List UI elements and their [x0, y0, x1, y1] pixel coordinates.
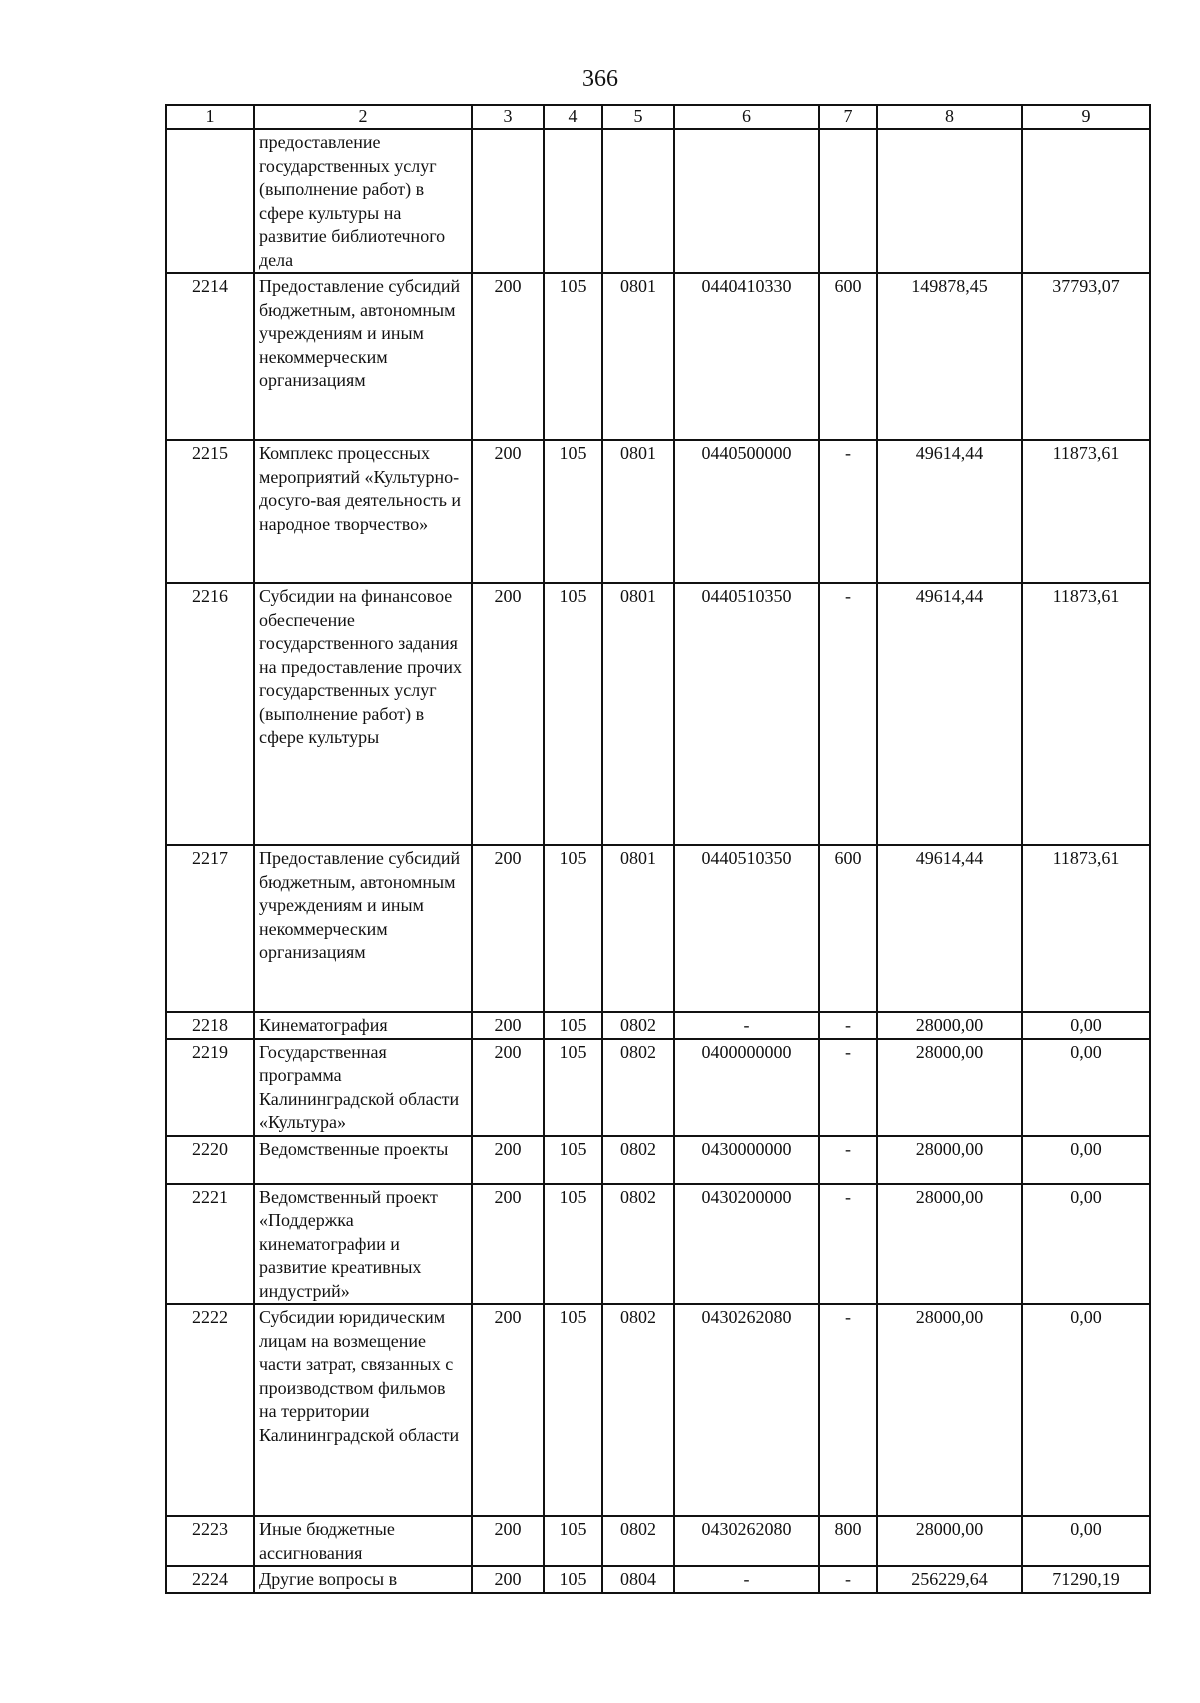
row-name-cell: Предоставление субсидий бюджетным, автономным учреждениям и иным некоммерческим организациям	[254, 845, 472, 1012]
row-number-cell: 2215	[166, 440, 254, 583]
cell-col-6: 0430000000	[674, 1136, 819, 1184]
cell-col-6: -	[674, 1566, 819, 1593]
cell-col-3: 200	[472, 1012, 544, 1039]
cell-col-7: -	[819, 1039, 877, 1136]
table-row	[166, 583, 1150, 845]
cell-col-5: 0802	[602, 1184, 674, 1305]
row-number-cell: 2219	[166, 1039, 254, 1136]
cell-col-7: 600	[819, 845, 877, 1012]
column-header: 4	[544, 105, 602, 129]
cell-col-8: 49614,44	[877, 845, 1022, 1012]
cell-col-9: 11873,61	[1022, 583, 1150, 845]
cell-col-6: 0430262080	[674, 1516, 819, 1566]
page-number: 366	[582, 66, 618, 92]
cell-col-4: 105	[544, 440, 602, 583]
cell-col-9: 11873,61	[1022, 845, 1150, 1012]
cell-col-5: 0802	[602, 1516, 674, 1566]
row-number-cell: 2214	[166, 273, 254, 440]
row-name-cell: Кинематография	[254, 1012, 472, 1039]
cell-col-9: 0,00	[1022, 1039, 1150, 1136]
cell-col-4: 105	[544, 1566, 602, 1593]
cell-col-6: 0440500000	[674, 440, 819, 583]
column-header: 8	[877, 105, 1022, 129]
cell-col-4: 105	[544, 1304, 602, 1516]
cell-col-9: 0,00	[1022, 1012, 1150, 1039]
table-row	[166, 440, 1150, 583]
table-row	[166, 1516, 1150, 1566]
row-number-cell: 2222	[166, 1304, 254, 1516]
cell-col-9: 71290,19	[1022, 1566, 1150, 1593]
cell-col-5: 0801	[602, 440, 674, 583]
cell-col-7: -	[819, 1566, 877, 1593]
cell-col-9: 11873,61	[1022, 440, 1150, 583]
budget-table	[165, 104, 1151, 1594]
cell-col-7: -	[819, 440, 877, 583]
column-header: 3	[472, 105, 544, 129]
cell-col-7	[819, 129, 877, 273]
row-name-cell: предоставление государственных услуг (выполнение работ) в сфере культуры на развитие библиотечного дела	[254, 129, 472, 273]
cell-col-3: 200	[472, 1516, 544, 1566]
cell-col-6: 0440510350	[674, 845, 819, 1012]
cell-col-5: 0802	[602, 1304, 674, 1516]
cell-col-9: 0,00	[1022, 1136, 1150, 1184]
row-number-cell: 2224	[166, 1566, 254, 1593]
cell-col-8: 49614,44	[877, 583, 1022, 845]
row-number-cell: 2217	[166, 845, 254, 1012]
header-row	[166, 105, 1150, 129]
cell-col-5: 0802	[602, 1136, 674, 1184]
cell-col-3: 200	[472, 845, 544, 1012]
row-name-cell: Другие вопросы в	[254, 1566, 472, 1593]
cell-col-5: 0802	[602, 1012, 674, 1039]
cell-col-4: 105	[544, 845, 602, 1012]
cell-col-4: 105	[544, 1184, 602, 1305]
cell-col-6: 0400000000	[674, 1039, 819, 1136]
cell-col-5: 0801	[602, 583, 674, 845]
table-row	[166, 1304, 1150, 1516]
cell-col-5: 0801	[602, 273, 674, 440]
cell-col-7: -	[819, 583, 877, 845]
cell-col-6: 0430262080	[674, 1304, 819, 1516]
row-name-cell: Иные бюджетные ассигнования	[254, 1516, 472, 1566]
row-number-cell: 2220	[166, 1136, 254, 1184]
cell-col-8	[877, 129, 1022, 273]
row-name-cell: Ведомственные проекты	[254, 1136, 472, 1184]
cell-col-3: 200	[472, 440, 544, 583]
cell-col-8: 28000,00	[877, 1184, 1022, 1305]
row-number-cell: 2218	[166, 1012, 254, 1039]
row-name-cell: Субсидии на финансовое обеспечение государственного задания на предоставление прочих государственных услуг (выполнение работ) в сфере культуры	[254, 583, 472, 845]
cell-col-7: 600	[819, 273, 877, 440]
cell-col-5	[602, 129, 674, 273]
cell-col-3: 200	[472, 1304, 544, 1516]
row-number-cell	[166, 129, 254, 273]
cell-col-9	[1022, 129, 1150, 273]
cell-col-6	[674, 129, 819, 273]
cell-col-7: -	[819, 1184, 877, 1305]
row-number-cell: 2223	[166, 1516, 254, 1566]
cell-col-9: 0,00	[1022, 1304, 1150, 1516]
row-number-cell: 2221	[166, 1184, 254, 1305]
cell-col-3: 200	[472, 1136, 544, 1184]
cell-col-4: 105	[544, 273, 602, 440]
cell-col-8: 28000,00	[877, 1304, 1022, 1516]
cell-col-4: 105	[544, 1039, 602, 1136]
table-row	[166, 273, 1150, 440]
row-name-cell: Ведомственный проект «Поддержка кинематографии и развитие креативных индустрий»	[254, 1184, 472, 1305]
table-row	[166, 1136, 1150, 1184]
row-name-cell: Государственная программа Калининградской области «Культура»	[254, 1039, 472, 1136]
cell-col-3: 200	[472, 1039, 544, 1136]
table-row	[166, 845, 1150, 1012]
cell-col-3: 200	[472, 1184, 544, 1305]
cell-col-4	[544, 129, 602, 273]
cell-col-3	[472, 129, 544, 273]
cell-col-4: 105	[544, 1516, 602, 1566]
column-header: 5	[602, 105, 674, 129]
cell-col-3: 200	[472, 273, 544, 440]
cell-col-5: 0802	[602, 1039, 674, 1136]
row-name-cell: Комплекс процессных мероприятий «Культурно-досуго-вая деятельность и народное творчество»	[254, 440, 472, 583]
row-name-cell: Субсидии юридическим лицам на возмещение части затрат, связанных с производством фильмов на территории Калининградской области	[254, 1304, 472, 1516]
cell-col-8: 49614,44	[877, 440, 1022, 583]
cell-col-4: 105	[544, 1012, 602, 1039]
cell-col-5: 0804	[602, 1566, 674, 1593]
cell-col-8: 28000,00	[877, 1516, 1022, 1566]
cell-col-8: 28000,00	[877, 1136, 1022, 1184]
cell-col-8: 149878,45	[877, 273, 1022, 440]
cell-col-9: 37793,07	[1022, 273, 1150, 440]
cell-col-3: 200	[472, 583, 544, 845]
cell-col-7: 800	[819, 1516, 877, 1566]
table-body	[166, 129, 1150, 1593]
table-row	[166, 1039, 1150, 1136]
cell-col-5: 0801	[602, 845, 674, 1012]
cell-col-7: -	[819, 1136, 877, 1184]
cell-col-8: 28000,00	[877, 1012, 1022, 1039]
column-header: 9	[1022, 105, 1150, 129]
cell-col-7: -	[819, 1012, 877, 1039]
cell-col-7: -	[819, 1304, 877, 1516]
column-header: 7	[819, 105, 877, 129]
cell-col-6: 0440510350	[674, 583, 819, 845]
column-header: 6	[674, 105, 819, 129]
cell-col-6: 0430200000	[674, 1184, 819, 1305]
table-row	[166, 1012, 1150, 1039]
row-name-cell: Предоставление субсидий бюджетным, автономным учреждениям и иным некоммерческим организациям	[254, 273, 472, 440]
cell-col-6: 0440410330	[674, 273, 819, 440]
cell-col-3: 200	[472, 1566, 544, 1593]
cell-col-9: 0,00	[1022, 1184, 1150, 1305]
table-row	[166, 129, 1150, 273]
cell-col-4: 105	[544, 1136, 602, 1184]
cell-col-8: 256229,64	[877, 1566, 1022, 1593]
row-number-cell: 2216	[166, 583, 254, 845]
cell-col-6: -	[674, 1012, 819, 1039]
table-row	[166, 1184, 1150, 1305]
column-header: 1	[166, 105, 254, 129]
table-row	[166, 1566, 1150, 1593]
cell-col-9: 0,00	[1022, 1516, 1150, 1566]
cell-col-4: 105	[544, 583, 602, 845]
column-header: 2	[254, 105, 472, 129]
cell-col-8: 28000,00	[877, 1039, 1022, 1136]
